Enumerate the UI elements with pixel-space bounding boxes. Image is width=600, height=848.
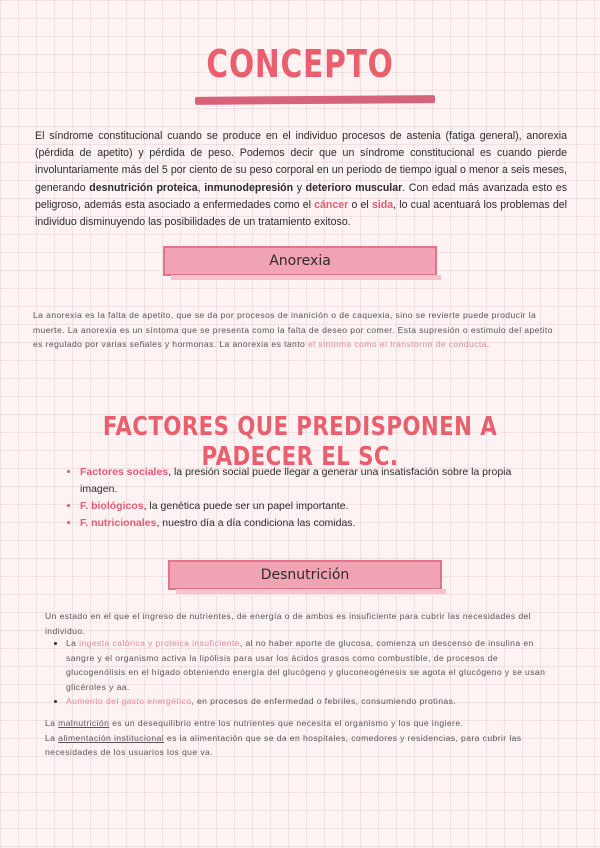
foot1-text: es un desequilibrio entre los nutrientes que necesita el organismo y los que ingiere. xyxy=(109,718,464,728)
factores-list xyxy=(66,464,550,532)
anorexia-end: . xyxy=(486,339,490,349)
intro-bold-1: desnutrición proteica xyxy=(89,181,198,194)
page-title: CONCEPTO xyxy=(206,42,394,86)
intro-text-4: , lo cual acentuará los problemas del individuo disminuyendo las posibilidades de un tratamiento exitoso. xyxy=(35,198,568,229)
desnutricion-heading-label: Desnutrición xyxy=(260,567,350,583)
desnutricion-footer xyxy=(45,716,565,760)
intro-text-2: . Con edad más avanzada esto es peligroso, además esta asociado a enfermedades como el xyxy=(35,181,568,211)
foot1-pre: La xyxy=(45,718,59,728)
list-item xyxy=(80,498,550,515)
intro-text-1: El síndrome constitucional cuando se produce en el individuo procesos de astenia (fatiga general), anorexia (pérdida de apetito) y pérdida de peso. Podemos decir que un síndrome constitucional es cuando pierde involuntariamente más del 5 por ciento de su peso corporal en un periodo de tiempo igual o menor a seis meses, generando xyxy=(35,130,567,194)
factor-text: , nuestro día a día condiciona las comidas. xyxy=(156,517,356,529)
list-item xyxy=(66,636,558,694)
intro-paragraph xyxy=(35,128,567,231)
factor-key: Factores sociales xyxy=(80,466,169,478)
anorexia-heading xyxy=(163,246,437,276)
desnutricion-list xyxy=(52,636,558,709)
list-item xyxy=(80,515,550,532)
factor-text: , la genética puede ser un papel importante. xyxy=(143,500,349,512)
intro-bold-3: deterioro muscular xyxy=(305,181,403,194)
intro-bold-2: inmunodepresión xyxy=(204,181,294,194)
list-item xyxy=(80,464,550,498)
foot2-text: es la alimentación que se da en hospitales, comedores y residencias, para cubrir las necesidades de los usuarios los que va. xyxy=(45,732,522,757)
desnutricion-heading xyxy=(168,560,442,590)
factor-key: F. biológicos xyxy=(80,500,144,512)
intro-sep-2: y xyxy=(293,181,306,194)
desn-text: , al no haber aporte de glucosa, comienza un descenso de insulina en sangre y el organismo activa la lipólisis para usar los ácidos grasos como combustible, de procesos de glucogenólisis en el hígado obteniendo energía del glucógeno y gluconeogénesis se agota el glucógeno y se usan glicéroles y aa. xyxy=(66,638,546,692)
desn-pre: La xyxy=(66,638,80,648)
factores-heading: FACTORES QUE PREDISPONEN A PADECER EL SC. xyxy=(102,412,498,472)
desnutricion-intro: Un estado en el que el ingreso de nutrientes, de energía o de ambos es insuficiente para cubrir las necesidades del individuo. xyxy=(45,611,531,636)
desn-key: ingesta calórica y proteica insuficiente xyxy=(79,638,240,648)
anorexia-text: La anorexia es la falta de apetito, que se da por procesos de inanición o de caquexia, sino se revierte puede producir la muerte. La anorexia es un síntoma que se presenta como la falta de deseo por comer. Esta supresión o estimulo del apetito es regulado por varias señales y hormonas. La anorexia es tanto xyxy=(33,310,553,349)
factor-text: , la presión social puede llegar a generar una insatisfación sobre la propia imagen. xyxy=(80,466,512,495)
anorexia-heading-label: Anorexia xyxy=(269,253,331,269)
anorexia-paragraph xyxy=(33,308,553,352)
alimentacion-term: alimentación institucional xyxy=(58,732,165,743)
list-item xyxy=(66,694,558,709)
intro-sep-1: , xyxy=(197,181,205,194)
factor-key: F. nutricionales xyxy=(80,517,157,529)
malnutricion-line xyxy=(45,716,565,731)
alimentacion-line xyxy=(45,731,565,760)
title-underline xyxy=(195,95,435,105)
anorexia-highlight: el síntoma como el transtorno de conducta xyxy=(307,339,487,349)
malnutricion-term: malnutrición xyxy=(58,718,110,728)
desn-key: Aumento del gasto energético xyxy=(66,696,192,706)
desn-text: , en procesos de enfermedad o febriles, consumiendo protinas. xyxy=(191,696,457,706)
foot2-pre: La xyxy=(45,732,59,743)
intro-text-3: o el xyxy=(348,198,372,211)
intro-keyword-sida: sida xyxy=(371,198,394,211)
intro-keyword-cancer: cáncer xyxy=(314,198,349,211)
